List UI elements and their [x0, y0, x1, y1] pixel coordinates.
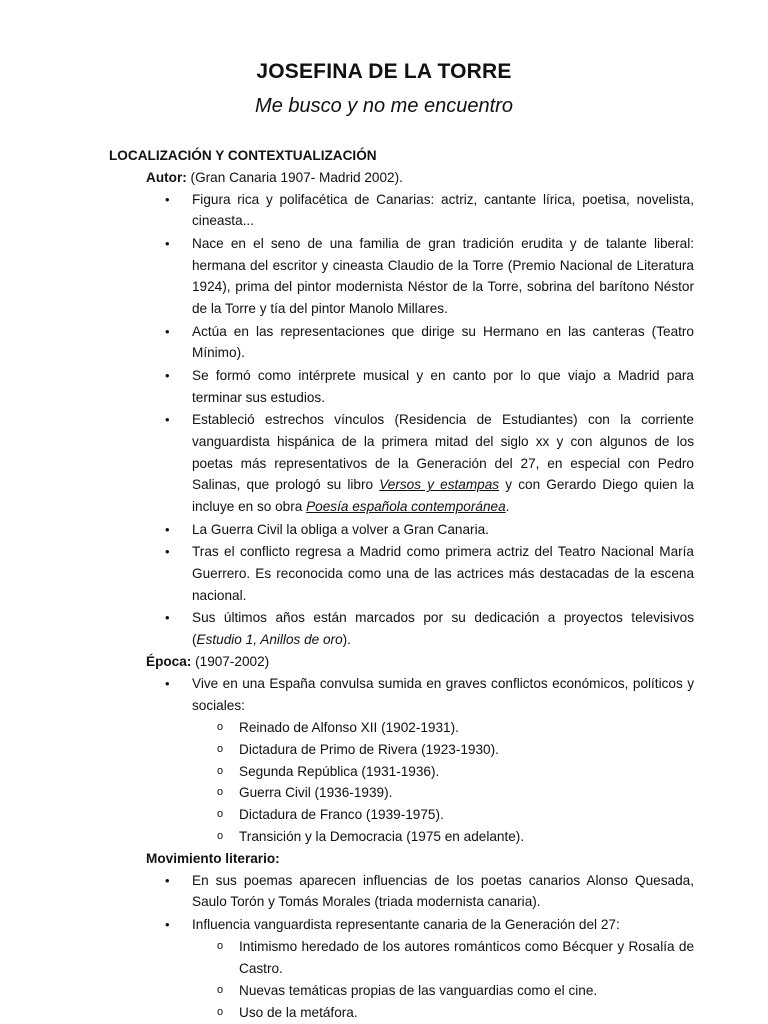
list-item: [165, 541, 694, 606]
circle-bullet-icon: o: [217, 808, 224, 821]
movimiento-bullet-list: [0, 870, 768, 936]
circle-bullet-icon: o: [217, 983, 224, 996]
epoca-sub-list: [0, 717, 768, 848]
list-item-text: Vive en una España convulsa sumida en graves conflictos económicos, políticos y sociales:: [192, 675, 694, 713]
bullet-icon: •: [165, 191, 170, 207]
sub-list-item: [217, 826, 694, 848]
sub-list-item-text: Reinado de Alfonso XII (1902-1931).: [239, 720, 459, 736]
movimiento-label: Movimiento literario:: [146, 850, 280, 866]
list-item: [165, 870, 694, 914]
list-item: [165, 365, 694, 409]
list-item-text: Sus últimos años están marcados por su dedicación a proyectos televisivos (: [192, 609, 694, 647]
book-link-poesia-espanola[interactable]: Poesía española contemporánea: [306, 499, 506, 515]
sub-list-item: [217, 1002, 694, 1024]
book-link-versos-y-estampas[interactable]: Versos y estampas: [379, 477, 500, 493]
bullet-icon: •: [165, 872, 170, 888]
list-item-text: Se formó como intérprete musical y en canto por lo que viajo a Madrid para terminar sus estudios.: [192, 367, 694, 405]
bullet-icon: •: [165, 323, 170, 339]
bullet-icon: •: [165, 521, 170, 537]
list-item-text: Estableció estrechos vínculos (Residencia de Estudiantes) con la corriente vanguardista hispánica de la primera mitad del siglo xx y con algunos de los poetas más representativos de la Generación del 27, en especial con Pedro Salinas, que prologó su libro: [192, 411, 694, 493]
sub-list-item: [217, 936, 694, 980]
sub-list-item-text: Segunda República (1931-1936).: [239, 763, 440, 779]
list-item: [165, 233, 694, 320]
sub-list-item-text: Dictadura de Franco (1939-1975).: [239, 807, 444, 823]
list-item: [165, 409, 694, 518]
autor-value: (Gran Canaria 1907- Madrid 2002).: [186, 169, 403, 185]
epoca-bullet-list: [0, 673, 768, 717]
bullet-icon: •: [165, 543, 170, 559]
bullet-icon: •: [165, 235, 170, 251]
sub-list-item-text: Nuevas temáticas propias de las vanguardias como el cine.: [239, 982, 598, 998]
list-item-text: Figura rica y polifacética de Canarias: actriz, cantante lírica, poetisa, novelista, cineasta...: [192, 191, 694, 229]
circle-bullet-icon: o: [217, 742, 224, 755]
autor-line: [146, 167, 768, 189]
autor-label: Autor:: [146, 169, 187, 185]
circle-bullet-icon: o: [217, 786, 224, 799]
movimiento-sub-list: [0, 936, 768, 1023]
list-item: [165, 673, 694, 717]
page-title: JOSEFINA DE LA TORRE: [256, 60, 512, 83]
circle-bullet-icon: o: [217, 830, 224, 843]
bullet-icon: •: [165, 609, 170, 625]
sub-list-item-text: Intimismo heredado de los autores románticos como Bécquer y Rosalía de Castro.: [239, 939, 694, 977]
sub-list-item: [217, 739, 694, 761]
epoca-line: [146, 651, 768, 673]
list-item: [165, 914, 694, 936]
autor-bullet-list: [0, 189, 768, 651]
list-item-text: Actúa en las representaciones que dirige su Hermano en las canteras (Teatro Mínimo).: [192, 323, 694, 361]
bullet-icon: •: [165, 411, 170, 427]
sub-list-item: [217, 804, 694, 826]
list-item-text: .: [505, 499, 510, 515]
epoca-label: Época:: [146, 654, 192, 670]
list-item: [165, 189, 694, 233]
circle-bullet-icon: o: [217, 940, 224, 953]
document-body: [0, 145, 768, 1023]
sub-list-item-text: Guerra Civil (1936-1939).: [239, 785, 393, 801]
sub-list-item: [217, 717, 694, 739]
list-item-text: y con Gerardo Diego quien la incluye en so obra: [192, 477, 694, 515]
circle-bullet-icon: o: [217, 1005, 224, 1018]
bullet-icon: •: [165, 367, 170, 383]
list-item-text: La Guerra Civil la obliga a volver a Gran Canaria.: [192, 521, 489, 537]
list-item: [165, 321, 694, 365]
circle-bullet-icon: o: [217, 721, 224, 734]
sub-list-item-text: Transición y la Democracia (1975 en adelante).: [239, 829, 525, 845]
epoca-value: (1907-2002): [191, 654, 270, 670]
list-item-text: Influencia vanguardista representante canaria de la Generación del 27:: [192, 916, 620, 932]
circle-bullet-icon: o: [217, 764, 224, 777]
sub-list-item-text: Dictadura de Primo de Rivera (1923-1930).: [239, 741, 499, 757]
list-item-text: Tras el conflicto regresa a Madrid como primera actriz del Teatro Nacional María Guerrero. Es reconocida como una de las actrices más destacadas de la escena nacional.: [192, 543, 694, 603]
sub-list-item-text: Uso de la metáfora.: [239, 1004, 358, 1020]
list-item-italic: Estudio 1, Anillos de oro: [196, 631, 343, 647]
bullet-icon: •: [165, 916, 170, 932]
sub-list-item: [217, 782, 694, 804]
list-item-text: Nace en el seno de una familia de gran tradición erudita y de talante liberal: hermana del escritor y cineasta Claudio de la Torre (Premio Nacional de Literatura 1924), prima del pintor modernista Néstor de la Torre, sobrina del barítono Néstor de la Torre y tía del pintor Manolo Millares.: [192, 235, 694, 317]
bullet-icon: •: [165, 675, 170, 691]
movimiento-line: [146, 848, 768, 870]
list-item: [165, 519, 694, 541]
list-item: [165, 607, 694, 651]
list-item-text: ).: [342, 631, 351, 647]
page-subtitle: Me busco y no me encuentro: [255, 95, 513, 117]
sub-list-item: [217, 980, 694, 1002]
list-item-text: En sus poemas aparecen influencias de los poetas canarios Alonso Quesada, Saulo Torón y Tomás Morales (triada modernista canaria).: [192, 872, 694, 910]
section-heading: LOCALIZACIÓN Y CONTEXTUALIZACIÓN: [109, 148, 377, 163]
sub-list-item: [217, 761, 694, 783]
